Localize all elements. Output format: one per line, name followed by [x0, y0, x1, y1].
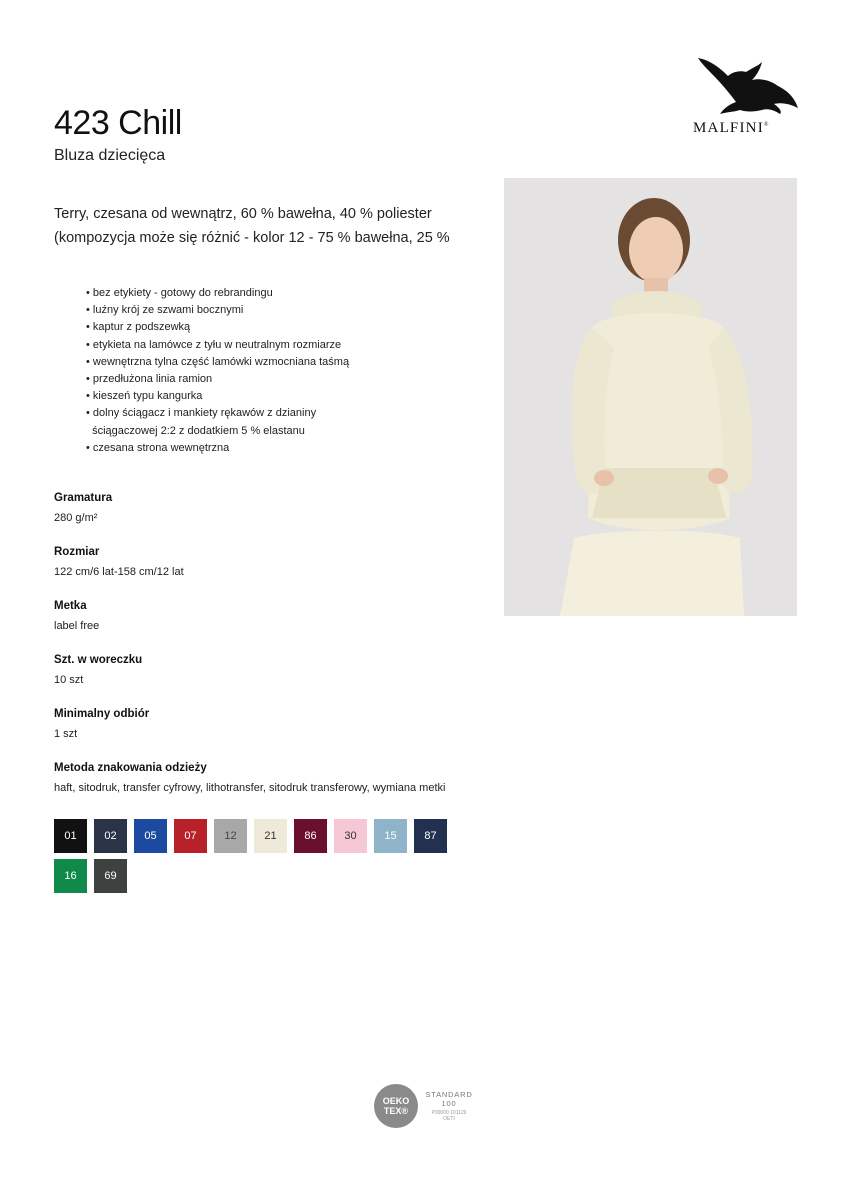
spec-label: Metka — [54, 600, 87, 612]
product-subtitle: Bluza dziecięca — [54, 147, 166, 164]
spec-weight — [54, 491, 474, 545]
feature-item: • kieszeń typu kangurka — [86, 388, 349, 405]
spec-value: 10 szt — [54, 674, 84, 686]
color-swatch[interactable]: 07 — [174, 819, 207, 853]
spec-pack-quantity — [54, 653, 474, 707]
spec-label: Szt. w woreczku — [54, 654, 143, 666]
color-swatch[interactable]: 69 — [94, 859, 127, 893]
color-swatch[interactable]: 87 — [414, 819, 447, 853]
product-description — [54, 202, 450, 250]
product-photo — [504, 178, 797, 616]
color-swatch[interactable]: 05 — [134, 819, 167, 853]
feature-item-continuation: ściągaczowej 2:2 z dodatkiem 5 % elastanu — [86, 424, 305, 437]
feature-item: • kaptur z podszewką — [86, 319, 349, 336]
product-title: 423 Chill — [54, 104, 182, 142]
model-in-hoodie-illustration — [504, 178, 797, 616]
feature-item: • dolny ściągacz i mankiety rękawów z dzianiny — [86, 405, 349, 422]
spec-value: 1 szt — [54, 728, 78, 740]
color-swatch[interactable]: 16 — [54, 859, 87, 893]
spec-marking-method — [54, 761, 474, 815]
color-swatch[interactable]: 12 — [214, 819, 247, 853]
oeko-certificate-code: P00000 101129 OETI — [431, 1110, 467, 1122]
spec-label: Gramatura — [54, 492, 113, 504]
spec-value: haft, sitodruk, transfer cyfrowy, lithotransfer, sitodruk transferowy, wymiana metki — [54, 782, 446, 794]
color-swatch[interactable]: 15 — [374, 819, 407, 853]
color-swatch[interactable]: 86 — [294, 819, 327, 853]
color-swatch[interactable]: 01 — [54, 819, 87, 853]
spec-value: 122 cm/6 lat-158 cm/12 lat — [54, 566, 184, 578]
spec-label: Metoda znakowania odzieży — [54, 762, 207, 774]
feature-list — [86, 285, 349, 457]
spec-label: Rozmiar — [54, 546, 100, 558]
spec-value: label free — [54, 620, 100, 632]
feature-item: • wewnętrzna tylna część lamówki wzmocniana taśmą — [86, 354, 349, 371]
description-line: Terry, czesana od wewnątrz, 60 % bawełna, 40 % poliester — [54, 206, 432, 222]
feature-item: • bez etykiety - gotowy do rebrandingu — [86, 285, 349, 302]
spec-size — [54, 545, 474, 599]
oeko-tex-logo: OEKO TEX® — [374, 1084, 418, 1128]
spec-min-order — [54, 707, 474, 761]
color-swatch[interactable]: 02 — [94, 819, 127, 853]
color-swatch[interactable]: 30 — [334, 819, 367, 853]
feature-item: • czesana strona wewnętrzna — [86, 440, 349, 457]
feature-item: • luźny krój ze szwami bocznymi — [86, 302, 349, 319]
description-line: (kompozycja może się różnić - kolor 12 - 75 % bawełna, 25 % — [54, 230, 450, 246]
brand-wordmark: MALFINI® — [693, 120, 770, 136]
oeko-tex-badge — [374, 1084, 484, 1130]
spec-value: 280 g/m² — [54, 512, 98, 524]
spec-label: Minimalny odbiór — [54, 708, 150, 720]
color-swatch[interactable]: 21 — [254, 819, 287, 853]
spec-label-type — [54, 599, 474, 653]
feature-item: • przedłużona linia ramion — [86, 371, 349, 388]
feature-item: • etykieta na lamówce z tyłu w neutralnym rozmiarze — [86, 337, 349, 354]
spec-list — [54, 491, 474, 815]
oeko-standard-label: STANDARD 100 — [425, 1090, 473, 1108]
